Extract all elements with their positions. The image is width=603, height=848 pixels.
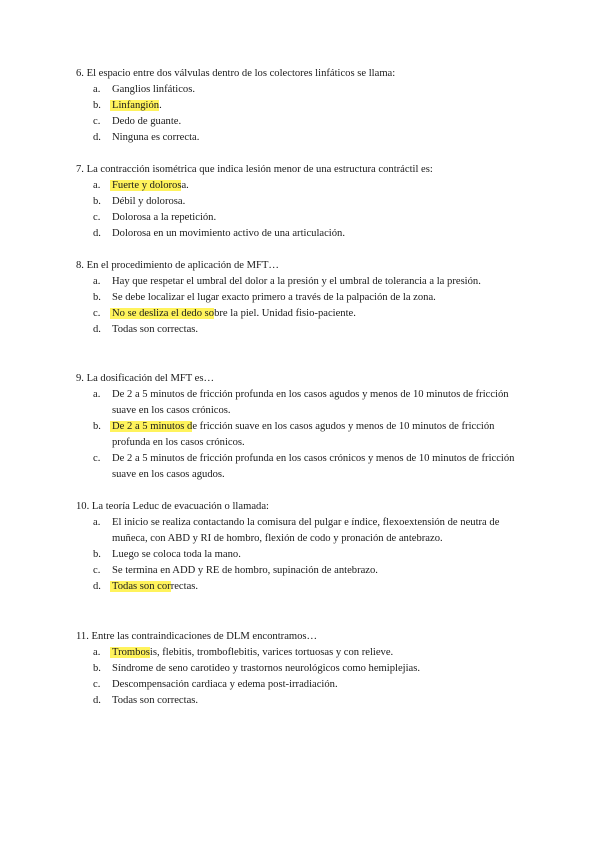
option-c: c. Descompensación cardiaca y edema post-irradiación. — [93, 679, 338, 690]
option-d: d. Todas son correctas. — [93, 324, 199, 335]
option-list — [76, 178, 533, 242]
option-list — [76, 82, 533, 146]
highlighted-answer: Fuerte y doloros — [112, 180, 182, 191]
option-c: c. No se desliza el dedo sobre la piel. Unidad fisio-paciente. — [93, 308, 356, 319]
option-b: b. Linfangión. — [93, 100, 162, 111]
question-text: 6. El espacio entre dos válvulas dentro de los colectores linfáticos se llama: — [76, 68, 396, 79]
option-a: a. De 2 a 5 minutos de fricción profunda en los casos agudos y menos de 10 minutos de fricción suave en los casos crónicos. — [93, 389, 509, 416]
highlighted-answer: De 2 a 5 minutos d — [112, 421, 193, 432]
highlighted-answer: Todas son cor — [112, 581, 171, 592]
question-text: 11. Entre las contraindicaciones de DLM encontramos… — [76, 631, 318, 642]
question-text: 9. La dosificación del MFT es… — [76, 373, 215, 384]
option-c: c. De 2 a 5 minutos de fricción profunda en los casos crónicos y menos de 10 minutos de fricción suave en los casos agudos. — [93, 453, 515, 480]
option-b: b. Débil y dolorosa. — [93, 196, 186, 207]
question-text: 10. La teoría Leduc de evacuación o llamada: — [76, 501, 269, 512]
question-7 — [76, 162, 533, 242]
option-c: c. Se termina en ADD y RE de hombro, supinación de antebrazo. — [93, 565, 378, 576]
option-a: a. Hay que respetar el umbral del dolor a la presión y el umbral de tolerancia a la presión. — [93, 276, 481, 287]
highlighted-answer: No se desliza el dedo so — [112, 308, 215, 319]
option-list — [76, 387, 533, 483]
option-b: b. De 2 a 5 minutos de fricción suave en los casos agudos y menos de 10 minutos de fricción profunda en los casos crónicos. — [93, 421, 495, 448]
question-10 — [76, 499, 533, 595]
question-6 — [76, 66, 533, 146]
question-9 — [76, 371, 533, 483]
option-list — [76, 274, 533, 338]
highlighted-answer: Trombos — [112, 647, 150, 658]
option-c: c. Dedo de guante. — [93, 116, 182, 127]
option-b: b. Luego se coloca toda la mano. — [93, 549, 241, 560]
option-a: a. Trombosis, flebitis, tromboflebitis, varices tortuosas y con relieve. — [93, 647, 394, 658]
question-text: 8. En el procedimiento de aplicación de MFT… — [76, 260, 280, 271]
option-b: b. Se debe localizar el lugar exacto primero a través de la palpación de la zona. — [93, 292, 436, 303]
option-list — [76, 515, 533, 595]
option-a: a. Fuerte y dolorosa. — [93, 180, 189, 191]
option-a: a. El inicio se realiza contactando la comisura del pulgar e índice, flexoextensión de neutra de muñeca, con ABD y RI de hombro, flexión de codo y pronación de antebrazo. — [93, 517, 500, 544]
option-d: d. Todas son correctas. — [93, 695, 199, 706]
highlighted-answer: Linfangión — [112, 100, 160, 111]
question-8 — [76, 258, 533, 338]
option-list — [76, 645, 533, 709]
option-c: c. Dolorosa a la repetición. — [93, 212, 217, 223]
question-11 — [76, 629, 533, 709]
option-a: a. Ganglios linfáticos. — [93, 84, 195, 95]
option-b: b. Síndrome de seno carotideo y trastornos neurológicos como hemiplejias. — [93, 663, 421, 674]
question-text: 7. La contracción isométrica que indica lesión menor de una estructura contráctil es: — [76, 164, 433, 175]
option-d: d. Dolorosa en un movimiento activo de una articulación. — [93, 228, 345, 239]
option-d: d. Ninguna es correcta. — [93, 132, 200, 143]
option-d: d. Todas son correctas. — [93, 581, 199, 592]
